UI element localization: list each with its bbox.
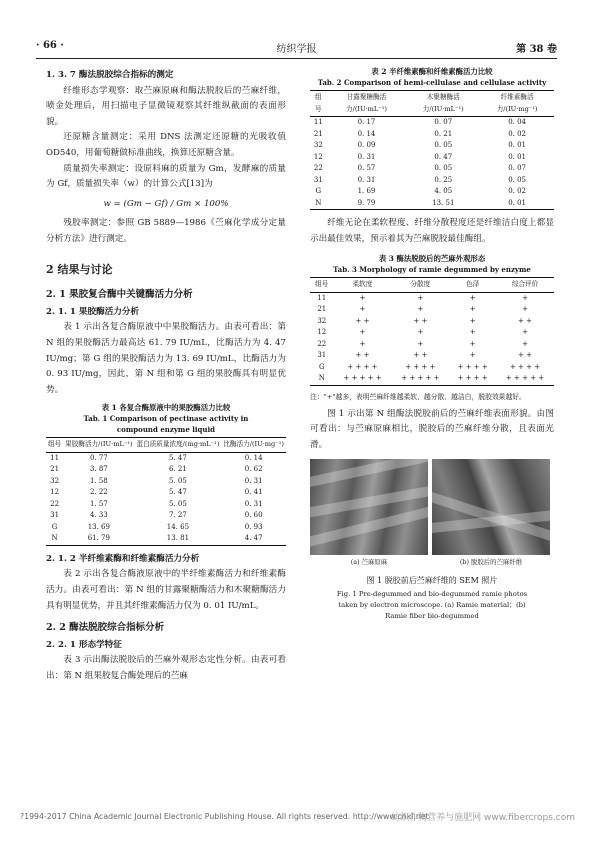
table2-row [310,140,554,152]
table3-cell: + [359,293,366,302]
table2-cell: 11 [313,118,323,126]
table3-cell: + + + + [509,362,541,371]
table2-row [310,198,554,210]
table2-cell: 22 [313,164,323,172]
table2-cell: 1. 69 [357,187,376,195]
paragraph-pectinase: 表 1 示出各复合酶原液中中果胶酶活力。由表可看出：第 N 组的果胶酶活力最高达 61. 79 IU/mL，比酶活力为 4. 47 IU/mg；第 G 组的果胶酶活力为 13. 69 IU/mL，比酶活力为 0. 93 IU/mg，因此，第 N 组和第 G 组的果胶酶具有明显优势。 [46,322,286,395]
table3-cell: 22 [317,339,327,348]
footer [20,812,575,821]
section-2-2-1-title: 2. 2. 1 形态学特征 [46,639,122,650]
table2-body [310,117,554,210]
table2-cell: 21 [313,129,323,138]
table2-header: 甘露聚糖酶活力/(IU·mL⁻¹) [327,91,407,117]
table3-row [310,373,554,385]
volume-label: 第 38 卷 [516,44,557,55]
figure1-subcaptions [310,555,554,571]
table3-cell: + [359,305,366,314]
table1-cell: 11 [50,453,60,462]
paragraph-hemicellulase: 表 2 示出各复合酶液原液中的半纤维素酶活力和纤维素酶活力。由表可看出：第 N 组的甘露聚糖酶活力和木聚糖酶活力具有明显优势，并且其纤维素酶活力仅为 0. 01 IU/mL。 [46,569,286,611]
sem-image-degummed-fiber [432,459,550,555]
table3-cell: + [522,328,528,337]
table3-cell: + [469,351,476,360]
table1-cell: 1. 57 [89,499,108,508]
table1-cell: 0. 62 [244,465,263,474]
table1-row [46,533,286,545]
table3-cell: 31 [317,351,327,360]
table3-caption-en: Tab. 3 Morphology of ramie degummed by enzyme [333,265,531,275]
table3-cell: + [359,328,366,337]
table2-cell: 0. 02 [508,129,527,138]
table2-cell: 32 [313,141,323,149]
table3-cell: + + [413,351,428,360]
table3-cell: 32 [317,316,327,325]
table1-body [46,452,286,545]
table2-header: 木聚糖酶活力/(IU·mL⁻¹) [406,91,480,117]
table2-cell: 0. 05 [434,164,453,172]
table2-cell: 0. 09 [357,141,376,149]
table3-caption-cn: 表 3 酶法脱胶后的苎麻外观形态 [378,254,486,264]
table1-cell: 2. 22 [89,488,108,497]
paragraph-mass-loss: 质量损失率测定：设原料麻的质量为 Gm，发酵麻的质量为 Gf，质量损失率（w）的计算公式[13]为 [46,163,286,190]
table1-row [46,464,286,476]
table2-cell: 0. 57 [357,164,376,172]
table2-row [310,163,554,175]
section-2-1-title: 2. 1 果胶复合酶中关键酶活力分析 [46,289,193,301]
table3-cell: + + [413,316,428,325]
paragraph-sem: 图 1 示出第 N 组酶法脱胶前后的苎麻纤维表面形貌。由图可看出：与苎麻原麻相比，脱胶后的苎麻纤维分散，且表面光滑。 [310,408,554,450]
table3-cell: + [469,328,476,337]
table1-row [46,476,286,488]
table1-row [46,487,286,499]
table3-header: 分散度 [391,278,449,293]
figure1-caption-en-1: Fig. 1 Pre-degummed and bio-degummed ramie photos [336,589,528,598]
table2-row [310,129,554,141]
table2-cell: 13. 51 [406,198,480,210]
table1-cell: 0. 14 [244,453,263,462]
table3-cell: + + + + [405,362,436,371]
table2-cell: 0. 01 [508,141,527,149]
table2-caption-en: Tab. 2 Comparison of hemi-cellulase and cellulase activity [317,78,547,87]
table3-cell: + + [518,316,533,325]
copyright-line: ?1994-2017 China Academic Journal Electronic Publishing House. All rights reserved. http://www.cnki.net [20,812,429,821]
table3-header: 色泽 [449,278,496,293]
table1-cell: 1. 58 [89,476,108,485]
paragraph-morphology-result: 表 3 示出酶法脱胶后的苎麻外观形态定性分析。由表可看出：第 N 组果胶复合酶处理后的苎麻 [46,655,286,681]
table2-cell: G [315,187,322,195]
table3-cell: G [318,362,325,371]
table1-cell: G [51,522,58,531]
table1-cell: N [46,533,63,545]
figure1-subcaption-a: (a) 苎麻原麻 [350,558,388,567]
table1-cell: 21 [50,465,60,474]
table3-cell: + [469,305,476,314]
table2-cell: 4. 05 [434,187,453,195]
table1-cell: 0. 31 [244,499,263,508]
section-2-title: 2 结果与讨论 [46,262,113,276]
table2-cell: 0. 07 [508,164,527,172]
table3-cell: + + + + [347,362,378,371]
table1-caption-cn: 表 1 各复合酶原液中的果胶酶活力比较 [101,403,231,413]
table3-row [310,362,554,374]
right-column [310,66,554,622]
table3-row [310,292,554,304]
sem-image-raw-ramie [310,459,428,555]
table3-cell: + + + + [449,373,496,385]
running-header [36,40,557,56]
table1-row [46,510,286,522]
table2-row [310,175,554,187]
table1-cell: 31 [50,511,60,520]
figure1-caption-en-2: taken by electron microscope. (a) Ramie material；(b) [338,600,526,609]
table1-cell: 22 [50,499,60,508]
table3-cell: + + + + + [334,373,392,385]
table2-cell: 0. 01 [508,152,527,161]
table2-cell: 0. 07 [434,118,453,126]
table1-cell: 4. 47 [221,533,286,545]
watermark: 纺织作物营养与施肥网 www.fibercrops.com [391,813,575,823]
table3-cell: + [469,293,476,302]
figure1-caption-en-3: Ramie fiber bio-degummed [385,611,479,620]
table3-header: 综合评价 [496,278,554,293]
table3-cell: + + + + [457,362,488,371]
table1-cell: 5. 05 [169,499,187,508]
paragraph-reducing-sugar: 还原糖含量测定：采用 DNS 法测定还原糖的光吸收值 OD540，用葡萄糖做标准曲线，换算还原糖含量。 [46,132,286,158]
table3-cell: + + [518,351,533,360]
table2-cell: 0. 05 [508,175,527,184]
table1-cell: 14. 65 [166,522,190,531]
table1-cell: 0. 93 [244,522,263,531]
table1-cell: 7. 27 [169,511,187,520]
table3-cell: + + + + + [496,373,554,385]
table1-cell: 5. 05 [169,476,187,485]
table1-caption-en-1: Tab. 1 Comparison of pectinase activity in [83,414,249,424]
table1-cell: 13. 81 [135,533,222,545]
table3-cell: + [469,339,476,348]
table3-cell: 11 [317,293,327,302]
table3-body [310,292,554,385]
table3-cell: + [522,339,528,348]
table1-cell: 0. 41 [244,488,263,497]
table1-cell: 0. 31 [244,476,263,485]
table2-header: 组号 [310,91,327,117]
table1-cell: 5. 47 [169,453,187,462]
table1-row [46,452,286,464]
table2-row [310,152,554,164]
figure1-caption-cn: 图 1 脱胶前后苎麻纤维的 SEM 照片 [366,576,498,586]
table3-row [310,327,554,339]
table2-cell: 0. 21 [434,129,453,138]
table3-cell: N [310,373,334,385]
table2-cell: 0. 01 [480,198,554,210]
left-column [46,66,286,685]
table1-row [46,522,286,534]
table2-cell: 0. 47 [434,152,453,161]
table3 [310,277,554,386]
mass-loss-formula: w = (Gm − Gf) / Gm × 100% [103,198,229,209]
table3-row [310,304,554,316]
table3-cell: + [469,316,476,325]
table2-caption-cn: 表 2 半纤维素酶和纤维素酶活力比较 [371,67,493,76]
table1-cell: 6. 21 [169,465,187,474]
section-2-1-1-title: 2. 1. 1 果胶酶活力分析 [46,306,140,317]
table1-row [46,499,286,511]
paragraph-best-enzyme: 纤维无论在柔软程度、纤维分散程度还是纤维洁白度上都显示出最佳效果，预示着其为苎麻脱胶最佳酶组。 [310,218,554,244]
table3-cell: 12 [317,328,327,337]
table2-header: 纤维素酶活力/(IU·mg⁻¹) [480,91,554,117]
table3-cell: + + + + + [391,373,449,385]
table2-row [310,186,554,198]
table3-cell: + [522,293,528,302]
table1-cell: 12 [50,488,60,497]
table2-cell: 9. 79 [327,198,407,210]
table1 [46,437,286,546]
table2-row [310,117,554,129]
table3-cell: + + [355,316,370,325]
table3-row [310,339,554,351]
journal-name: 纺织学报 [276,44,317,55]
table2-cell: 0. 17 [357,118,376,126]
table3-header: 组号 [310,278,334,293]
table3-cell: + [417,328,424,337]
table3-cell: + [417,339,424,348]
table1-cell: 32 [50,476,60,485]
table2-cell: 0. 04 [508,118,527,126]
figure1-subcaption-b: (b) 脱胶后的苎麻纤维 [459,558,523,567]
table2-cell: 12 [313,152,323,161]
table3-row [310,316,554,328]
paragraph-residual-gum: 残胶率测定：参照 GB 5889—1986《苎麻化学成分定量分析方法》进行测定。 [46,218,286,244]
table2-cell: 0. 31 [357,152,376,161]
table3-note: 注："+"越多，表明苎麻纤维越柔软、越分散、越洁白，脱胶效果越好。 [310,392,526,401]
table2-cell: 31 [313,175,323,184]
table2-cell: 0. 02 [508,187,527,195]
table1-cell: 4. 33 [89,511,108,520]
table2-cell: 0. 31 [357,175,376,184]
table3-cell: + [359,339,366,348]
table3-cell: + [522,305,528,314]
table3-row [310,350,554,362]
table2-cell: N [310,198,327,210]
table1-cell: 3. 87 [89,465,108,474]
table3-cell: + [417,293,424,302]
table1-cell: 0. 77 [89,453,108,462]
table2-cell: 0. 05 [434,141,453,149]
table1-cell: 61. 79 [63,533,134,545]
section-2-1-2-title: 2. 1. 2 半纤维素酶和纤维素酶活力分析 [46,553,200,564]
table3-cell: + [417,305,424,314]
header-rule [36,58,557,59]
table1-header: 组号 [46,438,63,453]
page-number: · 66 · [36,40,64,51]
table1-cell: 0. 60 [244,511,263,520]
table2 [310,90,554,210]
table1-header: 果胶酶活力/(IU·mL⁻¹) [63,438,134,453]
table1-cell: 13. 69 [87,522,110,531]
section-1-3-7-title: 1. 3. 7 酶法脱胶综合指标的测定 [46,70,174,80]
table1-caption-en-2: compound enzyme liquid [116,425,216,435]
table1-header: 蛋白质质量浓度/(mg·mL⁻¹) [135,438,222,453]
paragraph-morphology: 纤维形态学观察：取苎麻原麻和酶法脱胶后的苎麻纤维，喷金处理后，用扫描电子显微镜观察其纤维纵截面的表面形貌。 [46,85,286,127]
section-2-2-title: 2. 2 酶法脱胶综合指标分析 [46,622,165,634]
table2-cell: 0. 25 [434,175,453,184]
table3-header: 柔软度 [334,278,392,293]
table1-cell: 5. 47 [169,488,187,497]
figure1 [310,459,554,555]
table1-header: 比酶活力/(IU·mg⁻¹) [221,438,286,453]
table2-cell: 0. 14 [357,129,376,138]
table3-cell: + + [355,351,370,360]
table3-cell: 21 [317,305,327,314]
